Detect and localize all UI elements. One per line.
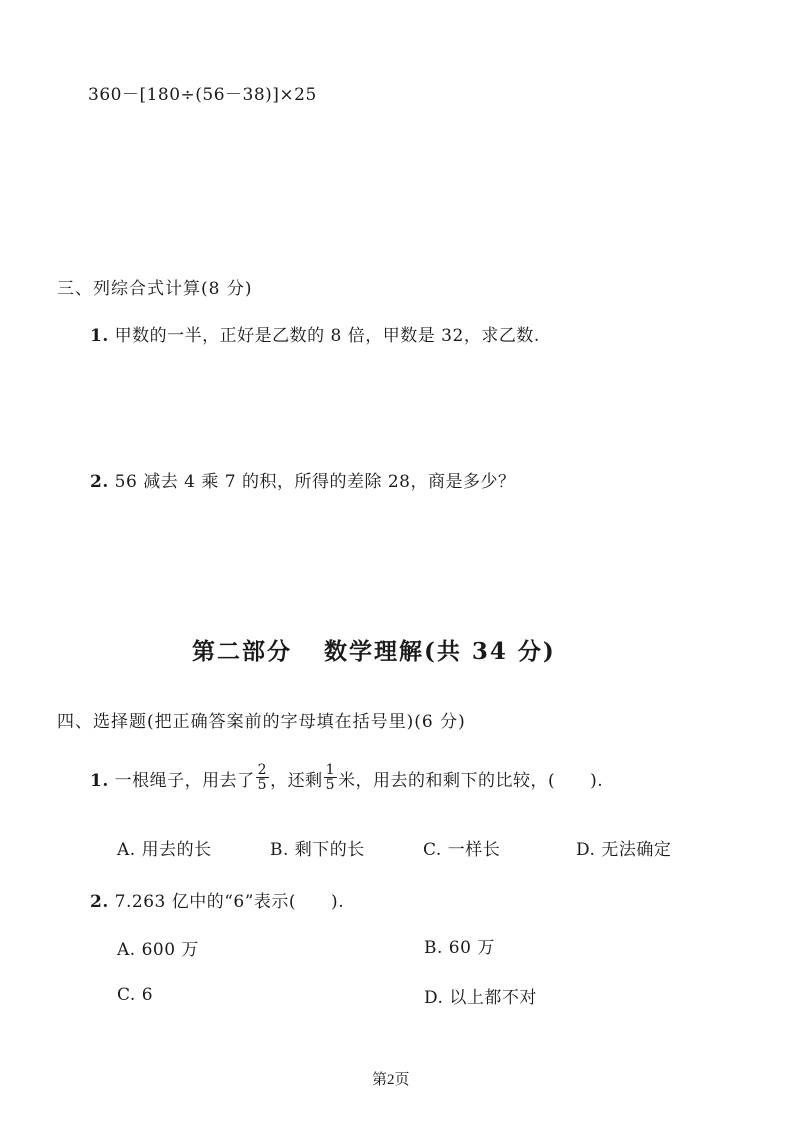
fraction-numerator: 1 bbox=[325, 762, 335, 778]
question-number: 1. bbox=[90, 771, 109, 791]
part-2-title-b: 数学理解(共 34 分) bbox=[324, 638, 556, 665]
question-text-a: 一根绳子，用去了 bbox=[114, 771, 255, 791]
option-a: A. 600 万 bbox=[117, 940, 199, 960]
question-text-b: ，还剩 bbox=[270, 771, 323, 791]
section-3-title: 三、列综合式计算(8 分) bbox=[57, 279, 253, 299]
fraction-denominator: 5 bbox=[325, 777, 335, 793]
option-d: D. 无法确定 bbox=[576, 840, 672, 860]
part-2-title-a: 第二部分 bbox=[192, 638, 292, 665]
option-c: C. 一样长 bbox=[423, 840, 501, 860]
page-number: 第2页 bbox=[372, 1072, 410, 1088]
fraction-one-fifth bbox=[324, 763, 337, 792]
question-text: 56 减去 4 乘 7 的积，所得的差除 28，商是多少？ bbox=[114, 472, 516, 492]
option-a: A. 用去的长 bbox=[117, 840, 212, 860]
part-2-title bbox=[192, 633, 556, 666]
question-number: 2. bbox=[90, 892, 109, 912]
question-text-c: 米，用去的和剩下的比较，( ). bbox=[338, 771, 604, 791]
expression: 360－[180÷(56－38)]×25 bbox=[88, 85, 317, 105]
fraction-numerator: 2 bbox=[257, 762, 268, 778]
question-number: 2. bbox=[90, 472, 109, 492]
option-b: B. 60 万 bbox=[424, 938, 495, 958]
section-4-question-2 bbox=[90, 887, 344, 912]
section-3-question-1 bbox=[90, 321, 540, 346]
option-b: B. 剩下的长 bbox=[270, 840, 365, 860]
fraction-two-fifths bbox=[256, 763, 269, 792]
fraction-denominator: 5 bbox=[257, 777, 268, 793]
question-text: 甲数的一半，正好是乙数的 8 倍，甲数是 32，求乙数. bbox=[114, 326, 540, 346]
section-4-question-1 bbox=[90, 762, 604, 796]
option-c: C. 6 bbox=[117, 985, 154, 1005]
question-text: 7.263 亿中的“6”表示( ). bbox=[114, 892, 345, 912]
section-4-title: 四、选择题(把正确答案前的字母填在括号里)(6 分) bbox=[57, 712, 466, 732]
section-3-question-2 bbox=[90, 467, 515, 492]
question-number: 1. bbox=[90, 326, 109, 346]
option-d: D. 以上都不对 bbox=[424, 988, 537, 1008]
